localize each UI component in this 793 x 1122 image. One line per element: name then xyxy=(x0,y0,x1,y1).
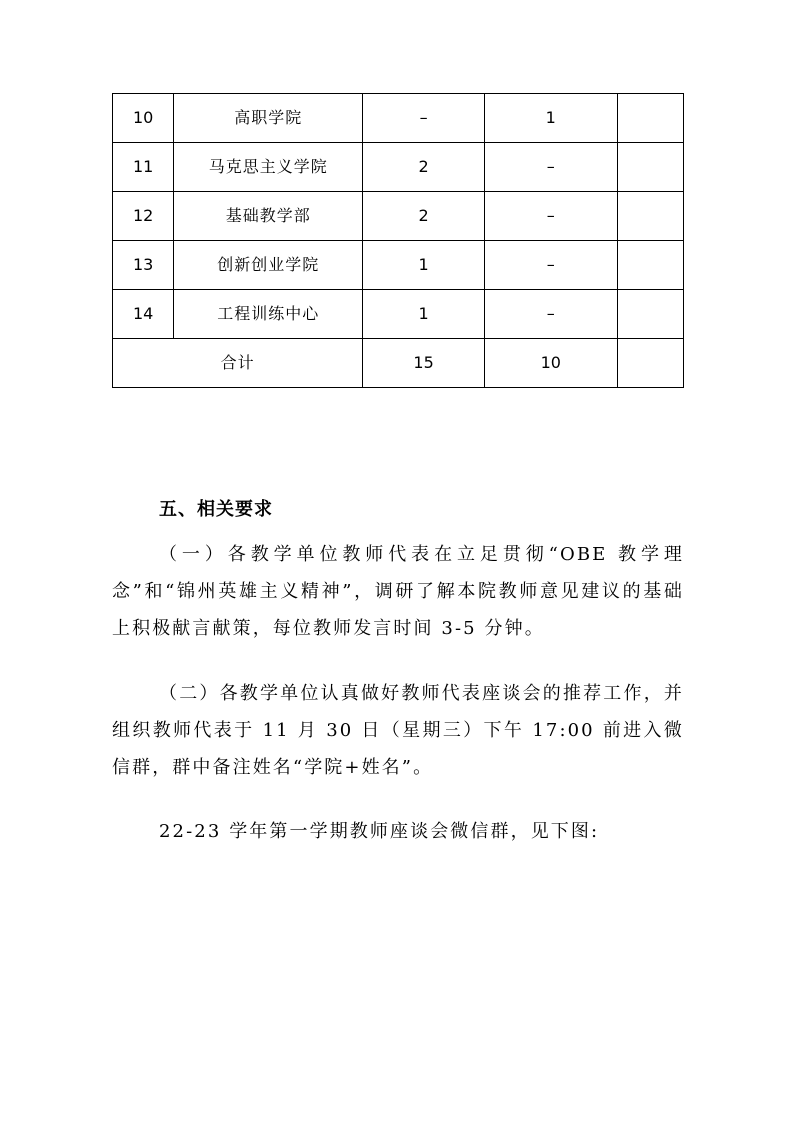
unit-name: 创新创业学院 xyxy=(174,241,363,290)
paragraph-requirement-1: （一）各教学单位教师代表在立足贯彻“OBE 教学理念”和“锦州英雄主义精神”，调研了解本院教师意见建议的基础上积极献言献策，每位教师发言时间 3-5 分钟。 xyxy=(112,544,684,639)
count-a: – xyxy=(363,94,485,143)
count-a: 2 xyxy=(363,143,485,192)
table-total-row xyxy=(113,339,684,388)
remark-cell xyxy=(617,241,683,290)
total-a: 15 xyxy=(363,339,485,388)
remark-cell xyxy=(617,192,683,241)
paragraph-wechat-group: 22-23 学年第一学期教师座谈会微信群，见下图: xyxy=(159,821,600,842)
count-b: – xyxy=(484,143,617,192)
count-a: 1 xyxy=(363,241,485,290)
table-row xyxy=(113,143,684,192)
row-number: 11 xyxy=(113,143,174,192)
table-row xyxy=(113,290,684,339)
total-b: 10 xyxy=(484,339,617,388)
count-b: 1 xyxy=(484,94,617,143)
table-row xyxy=(113,192,684,241)
count-a: 2 xyxy=(363,192,485,241)
count-b: – xyxy=(484,241,617,290)
row-number: 12 xyxy=(113,192,174,241)
total-remark xyxy=(617,339,683,388)
allocation-table xyxy=(112,93,684,388)
section-heading: 五、相关要求 xyxy=(159,499,273,520)
table-row xyxy=(113,94,684,143)
row-number: 10 xyxy=(113,94,174,143)
row-number: 14 xyxy=(113,290,174,339)
total-label: 合计 xyxy=(113,339,363,388)
unit-name: 基础教学部 xyxy=(174,192,363,241)
count-a: 1 xyxy=(363,290,485,339)
count-b: – xyxy=(484,290,617,339)
paragraph-requirement-2: （二）各教学单位认真做好教师代表座谈会的推荐工作，并组织教师代表于 11 月 30 日（星期三）下午 17:00 前进入微信群，群中备注姓名“学院+姓名”。 xyxy=(112,683,684,778)
row-number: 13 xyxy=(113,241,174,290)
remark-cell xyxy=(617,94,683,143)
remark-cell xyxy=(617,143,683,192)
remark-cell xyxy=(617,290,683,339)
table-row xyxy=(113,241,684,290)
unit-name: 高职学院 xyxy=(174,94,363,143)
unit-name: 马克思主义学院 xyxy=(174,143,363,192)
unit-name: 工程训练中心 xyxy=(174,290,363,339)
count-b: – xyxy=(484,192,617,241)
